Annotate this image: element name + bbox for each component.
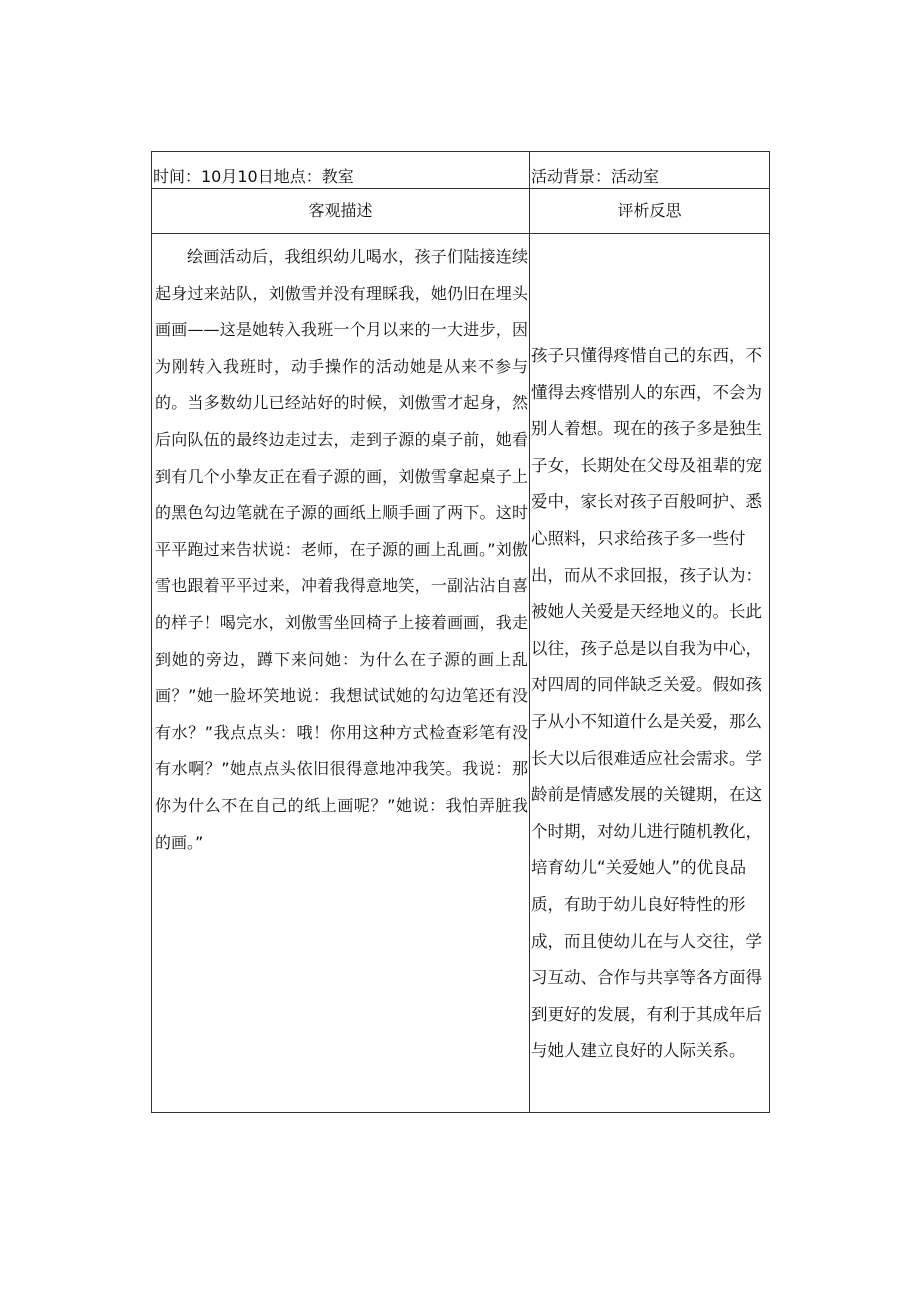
observation-record-table (151, 151, 770, 1113)
objective-description-header: 客观描述 (152, 189, 530, 234)
analysis-reflection-header: 评析反思 (530, 189, 770, 234)
objective-description-cell (152, 234, 530, 1113)
objective-description-text: 绘画活动后，我组织幼儿喝水，孩子们陆接连续起身过来站队，刘傲雪并没有理睬我，她仍旧在埋头画画——这是她转入我班一个月以来的一大进步，因为刚转入我班时，动手操作的活动她是从来不参与的。当多数幼儿已经站好的时候，刘傲雪才起身，然后向队伍的最终边走过去，走到子源的桌子前，她看到有几个小挚友正在看子源的画，刘傲雪拿起桌子上的黑色勾边笔就在子源的画纸上顺手画了两下。这时平平跑过来告状说：老师，在子源的画上乱画。”刘傲雪也跟着平平过来，冲着我得意地笑，一副沾沾自喜的样子！喝完水，刘傲雪坐回椅子上接着画画，我走到她的旁边，蹲下来问她：为什么在子源的画上乱画？”她一脸坏笑地说：我想试试她的勾边笔还有没有水？”我点点头：哦！你用这种方式检查彩笔有没有水啊？”她点点头依旧很得意地冲我笑。我说：那你为什么不在自己的纸上画呢？”她说：我怕弄脏我的画。” (155, 247, 528, 852)
meta-row (152, 152, 770, 189)
time-place-cell: 时间：10月10日地点：教室 (152, 152, 530, 189)
analysis-reflection-text: 孩子只懂得疼惜自己的东西，不懂得去疼惜别人的东西，不会为别人着想。现在的孩子多是独生子女，长期处在父母及祖辈的宠爱中，家长对孩子百般呵护、悉心照料，只求给孩子多一些付出，而从不求回报，孩子认为：被她人关爱是天经地义的。长此以往，孩子总是以自我为中心，对四周的同伴缺乏关爱。假如孩子从小不知道什么是关爱，那么长大以后很难适应社会需求。学龄前是情感发展的关键期，在这个时期，对幼儿进行随机教化，培育幼儿“关爱她人”的优良品质，有助于幼儿良好特性的形成，而且使幼儿在与人交往，学习互动、合作与共享等各方面得到更好的发展，有利于其成年后与她人建立良好的人际关系。 (531, 346, 762, 1061)
content-row (152, 234, 770, 1113)
activity-background-cell: 活动背景：活动室 (530, 152, 770, 189)
header-row (152, 189, 770, 234)
analysis-reflection-cell (530, 234, 770, 1113)
